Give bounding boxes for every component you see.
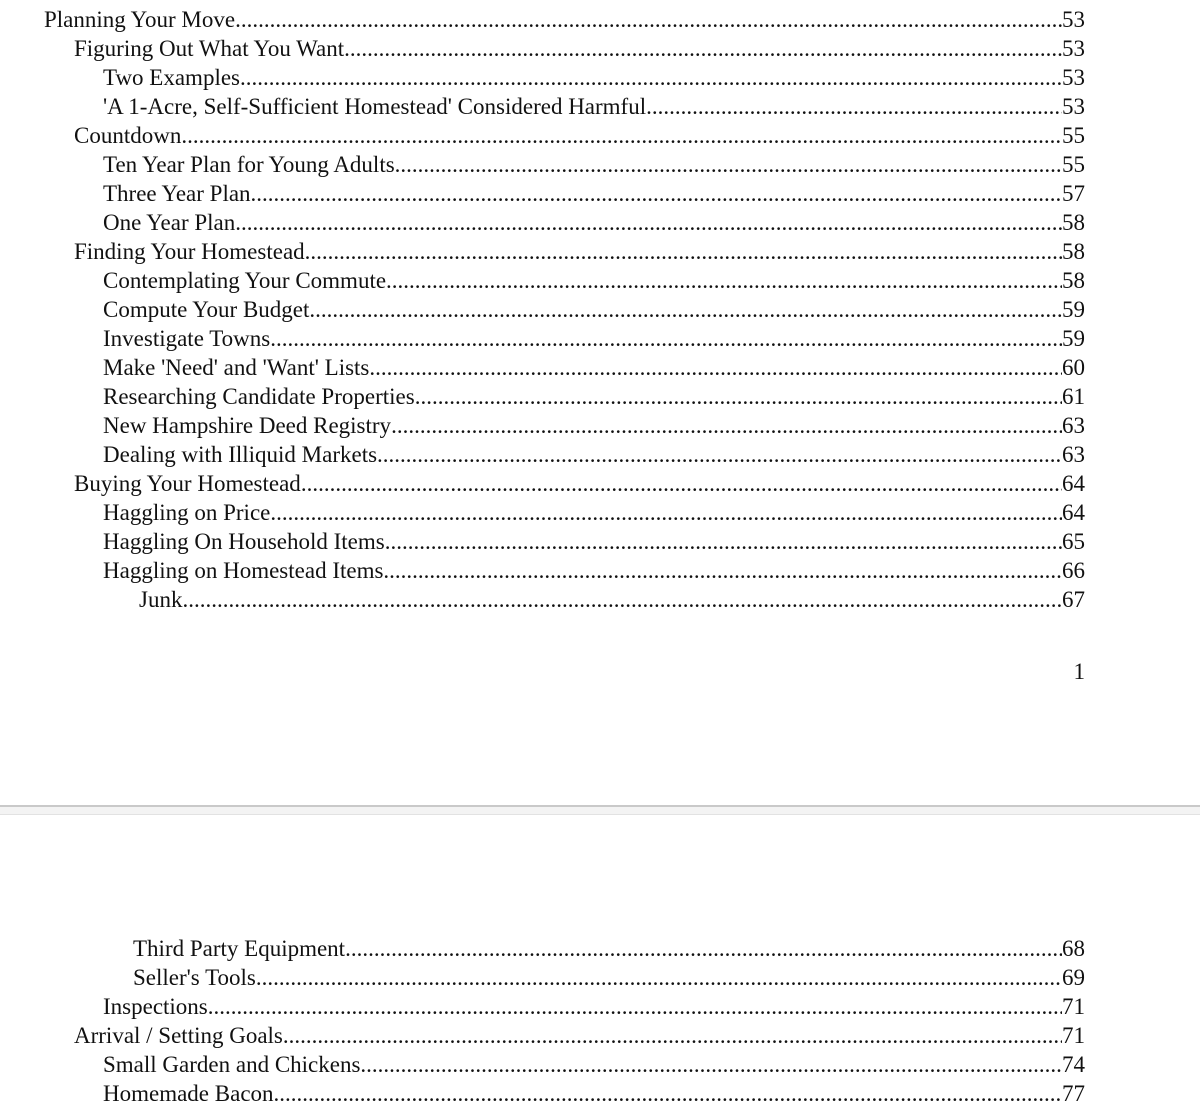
toc-entry-title: Dealing with Illiquid Markets xyxy=(103,442,378,467)
toc-entry-page: 74 xyxy=(1062,1052,1085,1077)
toc-dot-leader xyxy=(386,266,1062,295)
toc-entry[interactable] xyxy=(0,295,1085,324)
toc-entry-title: Junk xyxy=(139,587,183,612)
toc-entry-title: Buying Your Homestead xyxy=(74,471,301,496)
toc-entry-title: Three Year Plan xyxy=(103,181,251,206)
toc-entry[interactable] xyxy=(0,440,1085,469)
toc-entry[interactable] xyxy=(0,208,1085,237)
toc-entry-page: 61 xyxy=(1062,384,1085,409)
document-page-2 xyxy=(0,815,1200,1109)
toc-dot-leader xyxy=(385,527,1062,556)
toc-entry-page: 64 xyxy=(1062,500,1085,525)
toc-entry-title: Two Examples xyxy=(103,65,241,90)
toc-entry-page: 53 xyxy=(1062,7,1085,32)
toc-entry-page: 59 xyxy=(1062,297,1085,322)
toc-dot-leader xyxy=(208,992,1062,1021)
toc-entry-page: 57 xyxy=(1062,181,1085,206)
toc-dot-leader xyxy=(383,556,1062,585)
toc-dot-leader xyxy=(270,324,1062,353)
toc-entry[interactable] xyxy=(0,92,1085,121)
toc-entry-page: 63 xyxy=(1062,442,1085,467)
toc-entry-title: Compute Your Budget xyxy=(103,297,310,322)
toc-entry[interactable] xyxy=(0,963,1085,992)
toc-entry-page: 67 xyxy=(1062,587,1085,612)
toc-entry-page: 59 xyxy=(1062,326,1085,351)
toc-entry-title: Arrival / Setting Goals xyxy=(74,1023,283,1048)
toc-entry[interactable] xyxy=(0,382,1085,411)
toc-dot-leader xyxy=(235,208,1062,237)
toc-dot-leader xyxy=(391,411,1062,440)
toc-entry-title: Planning Your Move xyxy=(44,7,236,32)
toc-entry-title: Ten Year Plan for Young Adults xyxy=(103,152,395,177)
toc-entry-title: Make 'Need' and 'Want' Lists xyxy=(103,355,370,380)
toc-entry-title: Seller's Tools xyxy=(133,965,256,990)
toc-dot-leader xyxy=(270,498,1062,527)
toc-dot-leader xyxy=(301,469,1062,498)
toc-entry-title: Figuring Out What You Want xyxy=(74,36,345,61)
toc-dot-leader xyxy=(344,34,1062,63)
toc-entry[interactable] xyxy=(0,237,1085,266)
toc-entry-title: Finding Your Homestead xyxy=(74,239,305,264)
toc-entry-page: 53 xyxy=(1062,65,1085,90)
table-of-contents xyxy=(0,5,1200,614)
toc-dot-leader xyxy=(415,382,1062,411)
toc-dot-leader xyxy=(305,237,1062,266)
toc-entry-title: Contemplating Your Commute xyxy=(103,268,387,293)
toc-entry-page: 58 xyxy=(1062,239,1085,264)
toc-entry-page: 69 xyxy=(1062,965,1085,990)
toc-entry-page: 55 xyxy=(1062,123,1085,148)
toc-entry-title: 'A 1-Acre, Self-Sufficient Homestead' Considered Harmful xyxy=(103,94,647,119)
toc-dot-leader xyxy=(283,1021,1062,1050)
toc-entry[interactable] xyxy=(0,266,1085,295)
toc-entry-page: 53 xyxy=(1062,36,1085,61)
toc-dot-leader xyxy=(345,934,1062,963)
toc-entry[interactable] xyxy=(0,1079,1085,1108)
toc-dot-leader xyxy=(309,295,1062,324)
toc-entry[interactable] xyxy=(0,527,1085,556)
toc-dot-leader xyxy=(395,150,1062,179)
toc-entry-page: 58 xyxy=(1062,210,1085,235)
toc-entry-page: 55 xyxy=(1062,152,1085,177)
toc-entry-title: New Hampshire Deed Registry xyxy=(103,413,392,438)
toc-entry-title: Haggling on Homestead Items xyxy=(103,558,384,583)
toc-entry[interactable] xyxy=(0,353,1085,382)
toc-dot-leader xyxy=(360,1050,1062,1079)
toc-entry-title: Homemade Bacon xyxy=(103,1081,274,1106)
toc-entry[interactable] xyxy=(0,179,1085,208)
toc-entry[interactable] xyxy=(0,121,1085,150)
toc-entry-page: 53 xyxy=(1062,94,1085,119)
toc-dot-leader xyxy=(377,440,1062,469)
toc-dot-leader xyxy=(256,963,1062,992)
toc-entry-page: 71 xyxy=(1062,994,1085,1019)
toc-entry-title: Small Garden and Chickens xyxy=(103,1052,361,1077)
toc-entry-page: 64 xyxy=(1062,471,1085,496)
toc-entry[interactable] xyxy=(0,1021,1085,1050)
toc-entry[interactable] xyxy=(0,150,1085,179)
toc-entry-title: Third Party Equipment xyxy=(133,936,346,961)
table-of-contents-continued xyxy=(0,934,1200,1108)
toc-dot-leader xyxy=(274,1079,1062,1108)
toc-entry-title: Haggling On Household Items xyxy=(103,529,385,554)
toc-dot-leader xyxy=(182,585,1062,614)
toc-dot-leader xyxy=(369,353,1062,382)
toc-dot-leader xyxy=(181,121,1062,150)
toc-entry[interactable] xyxy=(0,411,1085,440)
toc-entry[interactable] xyxy=(0,556,1085,585)
toc-entry-page: 77 xyxy=(1062,1081,1085,1106)
toc-entry-title: Researching Candidate Properties xyxy=(103,384,415,409)
toc-entry[interactable] xyxy=(0,324,1085,353)
toc-entry[interactable] xyxy=(0,934,1085,963)
toc-dot-leader xyxy=(646,92,1062,121)
toc-entry-title: One Year Plan xyxy=(103,210,236,235)
page-separator xyxy=(0,805,1200,815)
toc-entry[interactable] xyxy=(0,5,1085,34)
toc-entry-title: Inspections xyxy=(103,994,208,1019)
toc-entry-page: 60 xyxy=(1062,355,1085,380)
toc-entry-page: 58 xyxy=(1062,268,1085,293)
toc-entry-page: 68 xyxy=(1062,936,1085,961)
toc-dot-leader xyxy=(251,179,1062,208)
toc-entry[interactable] xyxy=(0,34,1085,63)
toc-entry-title: Haggling on Price xyxy=(103,500,271,525)
toc-entry-title: Investigate Towns xyxy=(103,326,271,351)
toc-dot-leader xyxy=(240,63,1062,92)
toc-entry-page: 66 xyxy=(1062,558,1085,583)
page-footer-number: 1 xyxy=(1073,659,1085,684)
toc-entry[interactable] xyxy=(0,63,1085,92)
toc-dot-leader xyxy=(235,5,1062,34)
toc-entry-title: Countdown xyxy=(74,123,182,148)
toc-entry[interactable] xyxy=(0,585,1085,614)
toc-entry[interactable] xyxy=(0,1050,1085,1079)
toc-entry[interactable] xyxy=(0,498,1085,527)
toc-entry-page: 63 xyxy=(1062,413,1085,438)
toc-entry-page: 71 xyxy=(1062,1023,1085,1048)
toc-entry[interactable] xyxy=(0,992,1085,1021)
toc-entry[interactable] xyxy=(0,469,1085,498)
toc-entry-page: 65 xyxy=(1062,529,1085,554)
